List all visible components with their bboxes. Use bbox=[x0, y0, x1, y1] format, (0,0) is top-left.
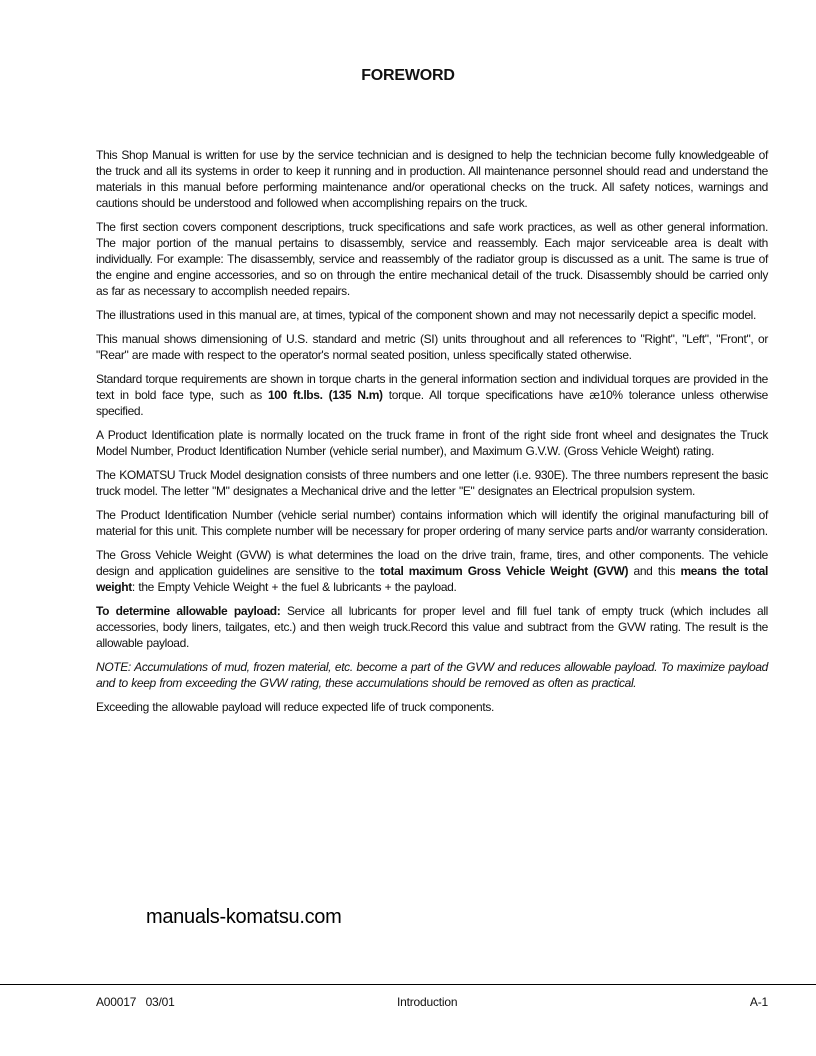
paragraph bbox=[96, 427, 768, 459]
paragraph bbox=[96, 467, 768, 499]
paragraph bbox=[96, 331, 768, 363]
paragraph bbox=[96, 147, 768, 211]
watermark: manuals-komatsu.com bbox=[146, 906, 342, 928]
bold-text: To determine allowable payload: bbox=[96, 604, 281, 618]
text-run: The KOMATSU Truck Model designation consists of three numbers and one letter (i.e. 930E). The three numbers represent the basic truck model. The letter "M" designates a Mechanical drive and the letter "E" designates an Electrical propulsion system. bbox=[96, 468, 768, 498]
text-run: and this bbox=[628, 564, 681, 578]
text-run: Service all lubricants for proper level and fill fuel tank of empty truck (which includes all accessories, body liners, tailgates, etc.) and then weigh truck.Record this value and subtract from the GVW rating. The result is the allowable payload. bbox=[96, 604, 768, 650]
text-run: : the Empty Vehicle Weight + the fuel & lubricants + the payload. bbox=[131, 580, 457, 594]
paragraph bbox=[96, 699, 768, 715]
paragraph bbox=[96, 307, 768, 323]
footer-divider bbox=[0, 984, 816, 985]
text-run: NOTE: Accumulations of mud, frozen material, etc. become a part of the GVW and reduces allowable payload. To maximize payload and to keep from exceeding the GVW rating, these accumulations should be removed as often as practical. bbox=[96, 660, 768, 690]
paragraph bbox=[96, 603, 768, 651]
text-run: This manual shows dimensioning of U.S. standard and metric (SI) units throughout and all references to "Right", "Left", "Front", or "Rear" are made with respect to the operator's normal seated position, unless specifically stated otherwise. bbox=[96, 332, 768, 362]
text-run: Standard torque requirements are shown in torque charts in the general information section and individual torques are provided in the text in bold face type, such as bbox=[96, 372, 768, 402]
document-body bbox=[96, 147, 768, 723]
text-run: The Gross Vehicle Weight (GVW) is what determines the load on the drive train, frame, tires, and other components. The vehicle design and application guidelines are sensitive to the bbox=[96, 548, 768, 578]
note-paragraph bbox=[96, 659, 768, 691]
footer-page-number: A-1 bbox=[749, 995, 768, 1009]
paragraph bbox=[96, 219, 768, 299]
footer-doc-id: A00017 03/01 bbox=[96, 995, 175, 1009]
text-run: This Shop Manual is written for use by the service technician and is designed to help the technician become fully knowledgeable of the truck and all its systems in order to keep it running and in production. All maintenance personnel should read and understand the materials in this manual before performing maintenance and/or operational checks on the truck. All safety notices, warnings and cautions should be understood and followed when accomplishing repairs on the truck. bbox=[96, 148, 768, 210]
footer-section: Introduction bbox=[397, 995, 458, 1009]
bold-text: means the total weight bbox=[96, 564, 768, 594]
text-run: The first section covers component descriptions, truck specifications and safe work practices, as well as other general information. The major portion of the manual pertains to disassembly, service and reassembly. Each major serviceable area is dealt with individually. For example: The disassembly, service and reassembly of the radiator group is discussed as a unit. The same is true of the engine and engine accessories, and so on through the entire mechanical detail of the truck. Disassembly should be carried only as far as necessary to accomplish needed repairs. bbox=[96, 220, 768, 298]
text-run: A Product Identification plate is normally located on the truck frame in front of the right side front wheel and designates the Truck Model Number, Product Identification Number (vehicle serial number), and Maximum G.V.W. (Gross Vehicle Weight) rating. bbox=[96, 428, 768, 458]
paragraph bbox=[96, 547, 768, 595]
bold-text: 100 ft.lbs. (135 N.m) bbox=[267, 388, 383, 402]
text-run: Exceeding the allowable payload will reduce expected life of truck components. bbox=[96, 700, 494, 714]
text-run: The Product Identification Number (vehicle serial number) contains information which will identify the original manufacturing bill of material for this unit. This complete number will be necessary for proper ordering of many service parts and/or warranty consideration. bbox=[96, 508, 768, 538]
page-title: FOREWORD bbox=[361, 67, 455, 84]
paragraph bbox=[96, 371, 768, 419]
text-run: The illustrations used in this manual are, at times, typical of the component shown and may not necessarily depict a specific model. bbox=[96, 308, 756, 322]
paragraph bbox=[96, 507, 768, 539]
bold-text: total maximum Gross Vehicle Weight (GVW) bbox=[379, 564, 629, 578]
text-run: torque. All torque specifications have æ10% tolerance unless otherwise specified. bbox=[96, 388, 769, 418]
